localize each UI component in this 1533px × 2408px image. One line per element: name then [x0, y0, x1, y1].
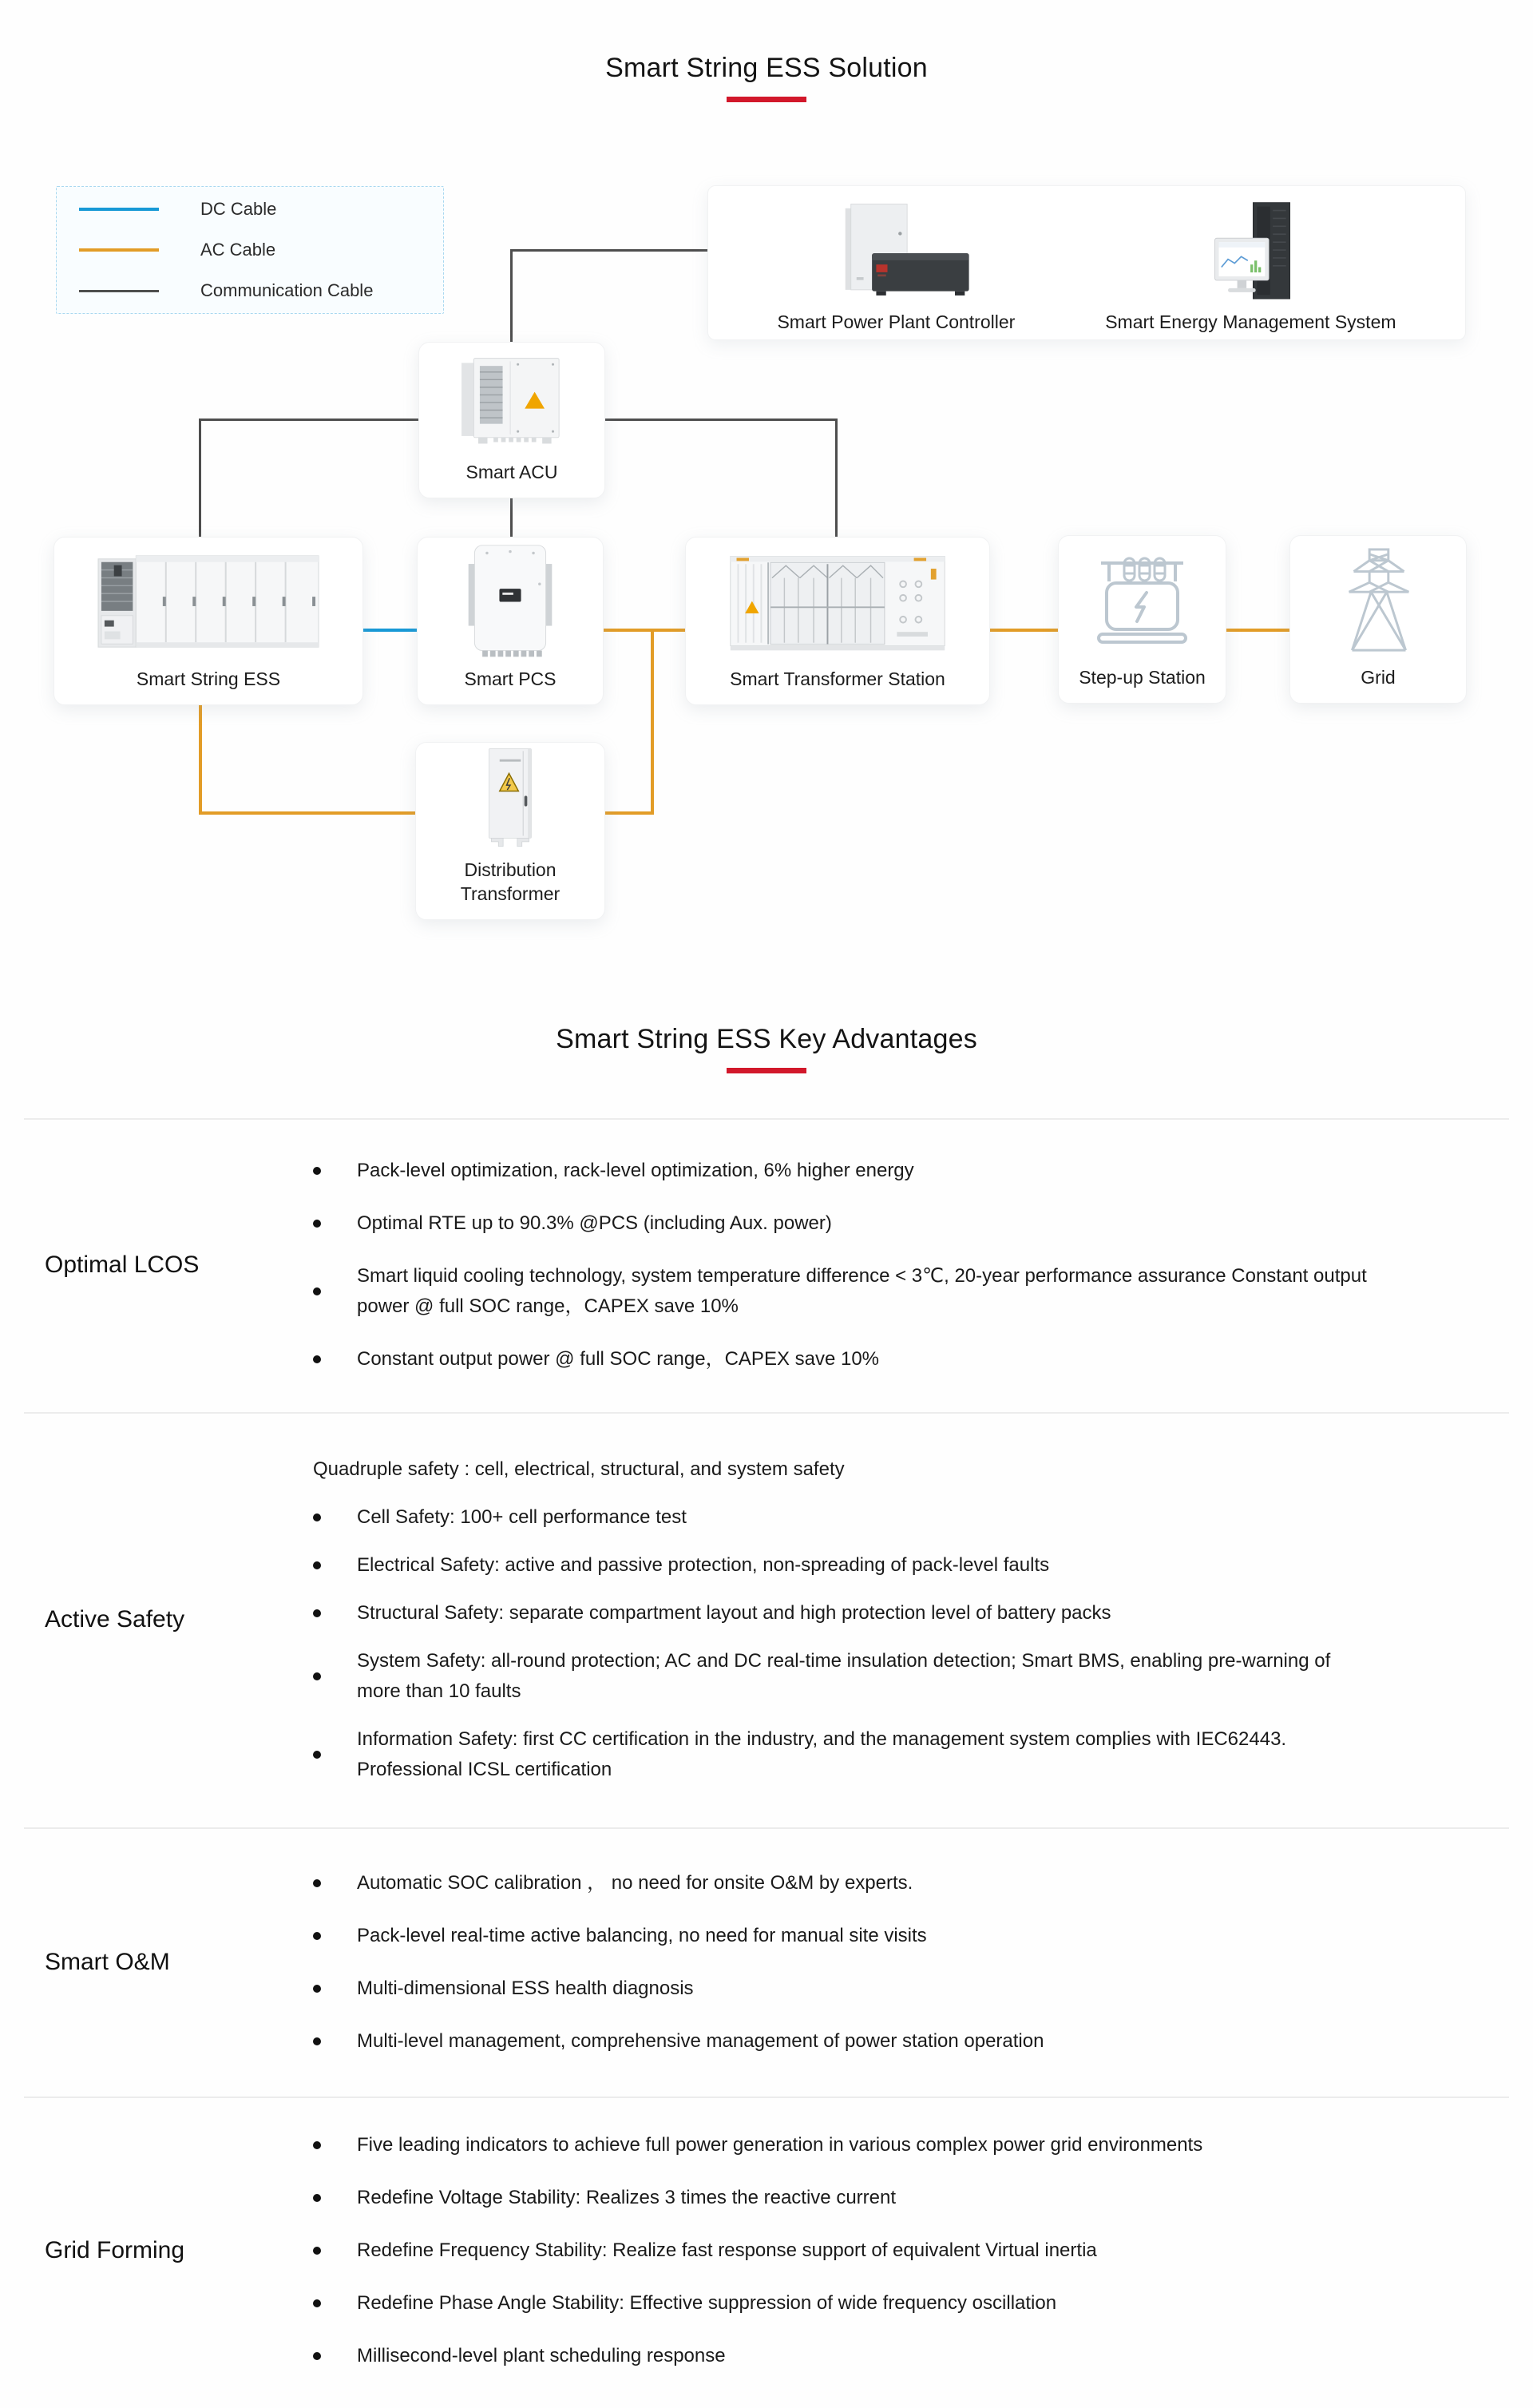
energy-management-system: [1105, 194, 1396, 333]
section-grid-forming: [0, 2097, 1533, 2404]
smart-string-ess-image: [89, 548, 328, 658]
grid-tower-icon: [1333, 546, 1424, 657]
bullet-dot: [313, 1287, 321, 1295]
stepup-station-figure: [1059, 536, 1226, 666]
bullet-item: Multi-dimensional ESS health diagnosis: [313, 1974, 1044, 2004]
dc-line-ess-pcs: [363, 629, 418, 632]
distribution-transformer-figure: [416, 743, 604, 859]
bullet-dot: [313, 2194, 321, 2202]
comm-line-to-pcs: [510, 498, 513, 538]
node-label: Grid: [1361, 667, 1396, 688]
node-stepup-station: [1058, 535, 1226, 704]
comm-line-mid-right: [604, 419, 838, 421]
grid-figure: [1290, 536, 1466, 666]
bullet-item: Constant output power @ full SOC range，CAPEX save 10%: [313, 1344, 1371, 1375]
bullet-dot: [313, 1932, 321, 1940]
bullet-item: Information Safety: first CC certification in the industry, and the management system complies with IEC62443. Professional ICSL certification: [313, 1724, 1371, 1785]
bullet-item: System Safety: all-round protection; AC and DC real-time insulation detection; Smart BMS, enabling pre-warning of more than 10 faults: [313, 1646, 1371, 1707]
bullet-dot: [313, 2352, 321, 2360]
smart-transformer-station-image: [720, 547, 956, 659]
bullet-dot: [313, 1985, 321, 1993]
node-label: Smart ACU: [465, 462, 558, 483]
node-grid: [1289, 535, 1467, 704]
cable-legend: [56, 186, 444, 314]
bullet-dot: [313, 2141, 321, 2149]
ac-line-stepup-grid: [1226, 629, 1290, 632]
legend-label: AC Cable: [200, 240, 276, 260]
unit-label: Smart Energy Management System: [1105, 311, 1396, 332]
section-separator: [24, 1412, 1509, 1414]
section-label: Optimal LCOS: [45, 1252, 200, 1278]
comm-cable-swatch: [79, 290, 159, 292]
section-label: Grid Forming: [45, 2236, 185, 2263]
bullet-dot: [313, 1167, 321, 1175]
smart-transformer-station-figure: [686, 538, 989, 668]
section-smart-om: [0, 1827, 1533, 2097]
unit-label: Smart Power Plant Controller: [777, 311, 1016, 332]
bullet-dot: [313, 1220, 321, 1228]
power-plant-controller: [777, 194, 1015, 333]
ac-line-down: [651, 629, 654, 815]
section-label: Active Safety: [45, 1606, 185, 1632]
section-separator: [24, 1827, 1509, 1829]
legend-row-comm: [79, 280, 443, 301]
management-units-box: [707, 185, 1466, 340]
section-separator: [24, 2097, 1509, 2098]
bullet-item: Pack-level optimization, rack-level optimization, 6% higher energy: [313, 1156, 1371, 1186]
bullet-dot: [313, 1672, 321, 1680]
bullet-dot: [313, 1561, 321, 1569]
section-separator: [24, 1118, 1509, 1120]
bullet-item: Redefine Frequency Stability: Realize fast response support of equivalent Virtual inertia: [313, 2235, 1202, 2266]
advantages-title-text: Smart String ESS Key Advantages: [556, 1024, 977, 1054]
legend-row-ac: [79, 240, 443, 260]
node-smart-pcs: [417, 537, 604, 705]
section-label: Smart O&M: [45, 1948, 170, 1975]
bullet-item: Automatic SOC calibration ， no need for onsite O&M by experts.: [313, 1868, 1044, 1898]
bullet-dot: [313, 1879, 321, 1887]
node-smart-acu: [418, 342, 605, 498]
comm-line-top-horizontal: [510, 249, 708, 252]
bullet-item: Redefine Phase Angle Stability: Effective suppression of wide frequency oscillation: [313, 2288, 1202, 2319]
comm-line-mid-left: [199, 419, 419, 421]
bullet-list: [313, 2130, 1202, 2371]
comm-line-acu-up: [510, 249, 513, 343]
node-distribution-transformer: [415, 742, 605, 920]
smart-pcs-image: [462, 541, 558, 664]
bullet-dot: [313, 1609, 321, 1617]
node-label: Step-up Station: [1079, 667, 1206, 688]
bullet-dot: [313, 2037, 321, 2045]
bullet-item: Cell Safety: 100+ cell performance test: [313, 1502, 1371, 1533]
ac-line-pcs-ts: [603, 629, 686, 632]
bullet-item: Structural Safety: separate compartment layout and high protection level of battery packs: [313, 1598, 1371, 1628]
section-intro: Quadruple safety : cell, electrical, structural, and system safety: [313, 1458, 845, 1480]
bullet-item: Millisecond-level plant scheduling response: [313, 2341, 1202, 2371]
solution-title-text: Smart String ESS Solution: [605, 53, 928, 83]
smart-pcs-figure: [418, 538, 603, 668]
smart-acu-image: [448, 352, 576, 451]
title-underline: [727, 1068, 806, 1073]
section-optimal-lcos: [0, 1118, 1533, 1412]
legend-label: Communication Cable: [200, 280, 374, 300]
bullet-item: Redefine Voltage Stability: Realizes 3 times the reactive current: [313, 2183, 1202, 2213]
smart-string-ess-figure: [54, 538, 362, 668]
stepup-station-icon: [1088, 551, 1196, 651]
bullet-dot: [313, 1513, 321, 1521]
node-label: Smart String ESS: [136, 668, 281, 690]
bullet-dot: [313, 1355, 321, 1363]
advantages-title: [0, 1024, 1533, 1073]
node-smart-transformer-station: [685, 537, 990, 705]
bullet-dot: [313, 2247, 321, 2255]
bullet-list: [313, 1868, 1044, 2057]
legend-row-dc: [79, 199, 443, 220]
title-underline: [727, 97, 806, 102]
section-active-safety: [0, 1412, 1533, 1827]
bullet-item: Five leading indicators to achieve full power generation in various complex power grid environments: [313, 2130, 1202, 2160]
bullet-dot: [313, 1751, 321, 1759]
bullet-item: Multi-level management, comprehensive management of power station operation: [313, 2026, 1044, 2057]
bullet-item: Smart liquid cooling technology, system temperature difference < 3℃, 20-year performance assurance Constant output power @ full SOC range，CAPEX save 10%: [313, 1261, 1371, 1322]
bullet-item: Optimal RTE up to 90.3% @PCS (including Aux. power): [313, 1208, 1371, 1239]
bullet-item: Pack-level real-time active balancing, no need for manual site visits: [313, 1921, 1044, 1951]
ac-cable-swatch: [79, 248, 159, 252]
bullet-list: [313, 1156, 1371, 1375]
ac-line-ts-stepup: [990, 629, 1059, 632]
power-plant-controller-image: [806, 201, 986, 307]
comm-line-to-ess: [199, 419, 201, 538]
energy-management-system-image: [1177, 201, 1325, 307]
smart-acu-figure: [419, 343, 604, 461]
node-smart-string-ess: [53, 537, 363, 705]
node-label: Smart Transformer Station: [730, 668, 945, 690]
dc-cable-swatch: [79, 208, 159, 211]
comm-line-to-transformer-station: [835, 419, 838, 538]
bullet-item: Electrical Safety: active and passive protection, non-spreading of pack-level faults: [313, 1550, 1371, 1581]
node-label: Distribution Transformer: [460, 859, 561, 905]
bullet-dot: [313, 2299, 321, 2307]
bullet-list: [313, 1454, 1371, 1785]
distribution-transformer-image: [462, 745, 558, 857]
solution-title: [0, 53, 1533, 102]
ac-line-ess-down: [199, 705, 202, 815]
legend-label: DC Cable: [200, 199, 277, 219]
node-label: Smart PCS: [464, 668, 557, 690]
